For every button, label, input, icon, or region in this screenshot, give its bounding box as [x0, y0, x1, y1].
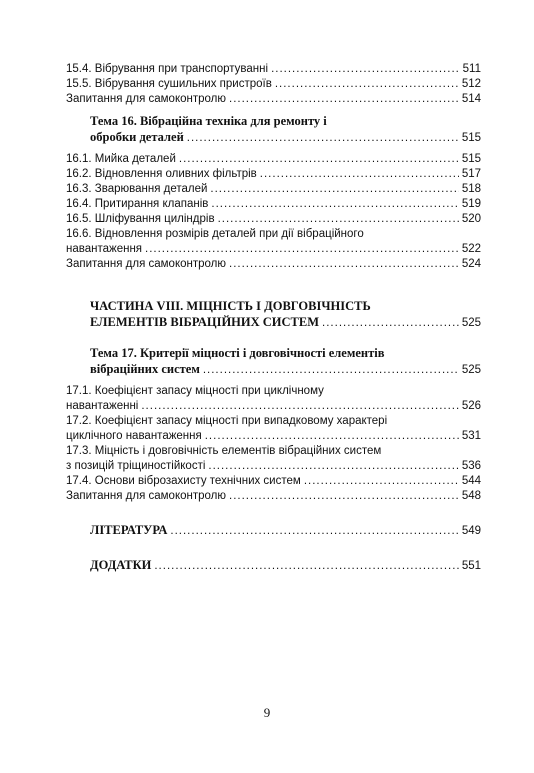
toc-entry-15-4[interactable]	[66, 62, 481, 77]
dot-leader	[210, 182, 458, 197]
toc-literature[interactable]	[66, 522, 481, 539]
toc-page-number: 549	[461, 525, 481, 537]
dot-leader	[271, 62, 460, 77]
dot-leader	[229, 92, 459, 107]
toc-entry-title-line2: навантаження	[66, 243, 143, 255]
toc-page-number: 512	[461, 78, 481, 90]
toc-topic-17[interactable]	[66, 345, 481, 378]
toc-page-number: 518	[461, 183, 481, 195]
dot-leader	[179, 152, 459, 167]
toc-page-number: 519	[461, 198, 481, 210]
toc-entry-16-2[interactable]	[66, 167, 481, 182]
toc-entry-17-2[interactable]	[66, 414, 481, 444]
toc-entry-title: 16.3. Зварювання деталей	[66, 183, 208, 195]
toc-entry-17-3[interactable]	[66, 444, 481, 474]
toc-entry-title: ЛІТЕРАТУРА	[90, 523, 168, 537]
toc-entry-17-4[interactable]	[66, 474, 481, 489]
dot-leader	[154, 558, 458, 574]
toc-entry-title-line2: циклічного навантаження	[66, 430, 202, 442]
toc-page-number: 526	[461, 400, 481, 412]
toc-page-number: 525	[461, 317, 481, 329]
toc-entry-title: Запитання для самоконтролю	[66, 93, 226, 105]
toc-entry-title: 16.2. Відновлення оливних фільтрів	[66, 168, 257, 180]
table-of-contents	[66, 62, 481, 574]
toc-entry-title: Запитання для самоконтролю	[66, 490, 226, 502]
toc-entry-title: 16.5. Шліфування циліндрів	[66, 213, 215, 225]
toc-entry-title-line1: 17.3. Міцність і довговічність елементів вібраційних систем	[66, 445, 382, 457]
toc-entry-16-4[interactable]	[66, 197, 481, 212]
dot-leader	[229, 489, 459, 504]
toc-entry-16-5[interactable]	[66, 212, 481, 227]
dot-leader	[205, 429, 459, 444]
toc-page-number: 515	[461, 153, 481, 165]
toc-entry-title: ДОДАТКИ	[90, 558, 152, 572]
toc-topic-title-line2: обробки деталей	[90, 130, 184, 144]
toc-entry-16-6[interactable]	[66, 227, 481, 257]
toc-part-title-line2: ЕЛЕМЕНТІВ ВІБРАЦІЙНИХ СИСТЕМ	[90, 315, 320, 329]
dot-leader	[145, 242, 459, 257]
toc-page-number: 536	[461, 460, 481, 472]
toc-page-number: 511	[462, 63, 481, 75]
toc-part-8[interactable]	[66, 298, 481, 331]
toc-topic-16[interactable]	[66, 113, 481, 146]
toc-topic-title-line1: Тема 17. Критерії міцності і довговічності елементів	[90, 346, 385, 360]
toc-topic-title-line1: Тема 16. Вібраційна техніка для ремонту і	[90, 114, 327, 128]
toc-entry-16-1[interactable]	[66, 152, 481, 167]
toc-entry-title: 15.5. Вібрування сушильних пристроїв	[66, 78, 272, 90]
page-number: 9	[263, 705, 271, 720]
toc-page-number: 514	[461, 93, 481, 105]
toc-page-number: 517	[461, 168, 481, 180]
toc-entry-title: Запитання для самоконтролю	[66, 258, 226, 270]
toc-entry-title-line2: навантаженні	[66, 400, 139, 412]
toc-topic-title-line2: вібраційних систем	[90, 362, 200, 376]
toc-entry-title: 17.4. Основи віброзахисту технічних систем	[66, 475, 301, 487]
toc-entry-17-1[interactable]	[66, 384, 481, 414]
dot-leader	[170, 523, 458, 539]
dot-leader	[218, 212, 459, 227]
toc-page-number: 520	[461, 213, 481, 225]
dot-leader	[304, 474, 459, 489]
toc-entry-title: 15.4. Вібрування при транспортуванні	[66, 63, 269, 75]
toc-entry-title-line1: 17.1. Коефіцієнт запасу міцності при циклічному	[66, 385, 324, 397]
dot-leader	[275, 77, 459, 92]
toc-page-number: 515	[461, 132, 481, 144]
toc-part-title-line1: ЧАСТИНА VIII. МІЦНІСТЬ І ДОВГОВІЧНІСТЬ	[90, 299, 371, 313]
toc-page-number: 531	[461, 430, 481, 442]
toc-page-number: 548	[461, 490, 481, 502]
toc-entry-questions-15[interactable]	[66, 92, 481, 107]
dot-leader	[203, 362, 459, 378]
toc-page-number: 525	[461, 364, 481, 376]
toc-entry-title-line2: з позицій тріщиностійкості	[66, 460, 206, 472]
toc-entry-title: 16.1. Мийка деталей	[66, 153, 176, 165]
dot-leader	[211, 197, 458, 212]
toc-entry-questions-16[interactable]	[66, 257, 481, 272]
dot-leader	[208, 459, 458, 474]
toc-entry-title-line1: 17.2. Коефіцієнт запасу міцності при випадковому характері	[66, 415, 388, 427]
dot-leader	[229, 257, 459, 272]
toc-page-number: 544	[461, 475, 481, 487]
dot-leader	[141, 399, 458, 414]
toc-page-number: 551	[461, 560, 481, 572]
toc-entry-16-3[interactable]	[66, 182, 481, 197]
dot-leader	[322, 315, 459, 331]
toc-entry-15-5[interactable]	[66, 77, 481, 92]
toc-page-number: 524	[461, 258, 481, 270]
dot-leader	[260, 167, 459, 182]
toc-entry-title: 16.4. Притирання клапанів	[66, 198, 209, 210]
toc-entry-questions-17[interactable]	[66, 489, 481, 504]
toc-appendices[interactable]	[66, 557, 481, 574]
dot-leader	[187, 130, 459, 146]
toc-entry-title-line1: 16.6. Відновлення розмірів деталей при дії вібраційного	[66, 228, 364, 240]
toc-page-number: 522	[461, 243, 481, 255]
